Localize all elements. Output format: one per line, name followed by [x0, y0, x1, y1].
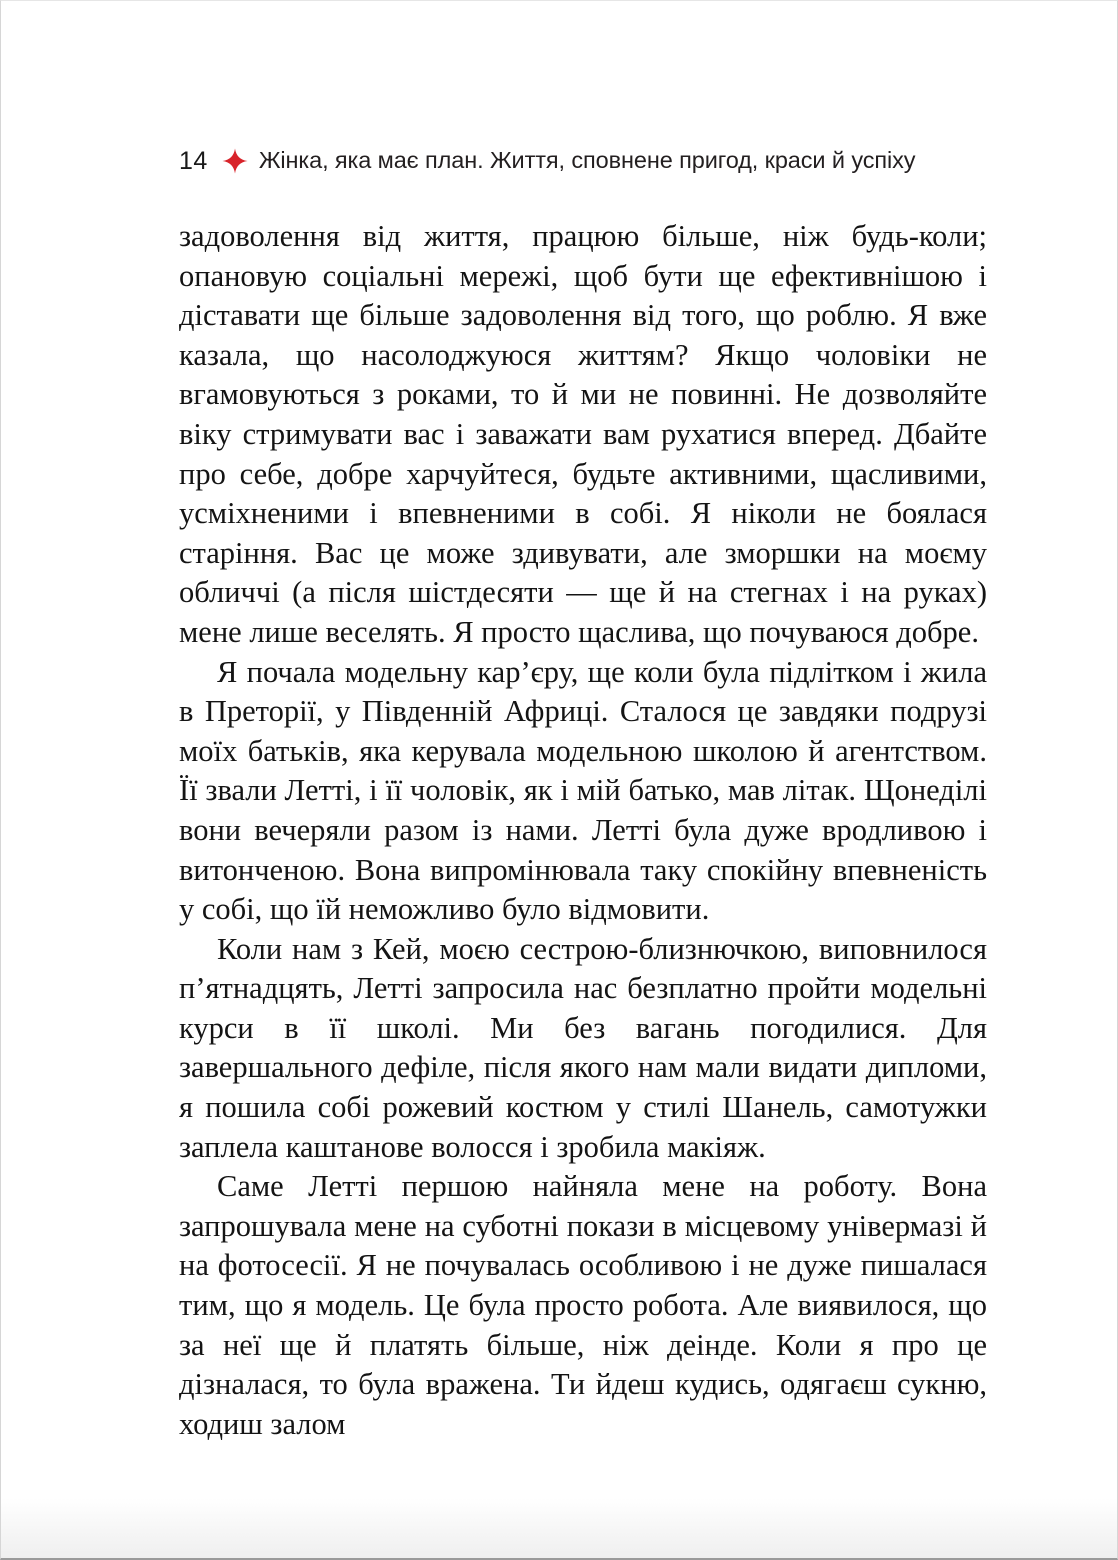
four-pointed-star-icon [222, 148, 248, 174]
page-number: 14 [179, 146, 208, 175]
page-bottom-shade [1, 1498, 1117, 1558]
paragraph: Я почала модельну кар’єру, ще коли була підлітком і жила в Преторії, у Південній Африці. Сталося це завдяки подрузі моїх батьків, яка керувала модельною школою й агентством. Її звали Летті, і її чоловік, як і мій батько, мав літак. Щонеділі вони вечеряли разом із нами. Летті була дуже вродливою і витонченою. Вона випромінювала таку спокійну впевненість у собі, що їй неможливо було відмовити. [179, 654, 987, 927]
body-text-block [179, 217, 987, 1444]
running-head-title: Жінка, яка має план. Життя, сповнене пригод, краси й успіху [258, 147, 916, 174]
paragraph: Коли нам з Кей, моєю сестрою-близнючкою, виповнилося п’ятнадцять, Летті запросила нас безплатно пройти модельні курси в її школі. Ми без вагань погодилися. Для завершального дефіле, після якого нам мали видати дипломи, я пошила собі рожевий костюм у стилі Шанель, самотужки заплела каштанове волосся і зробила макіяж. [179, 931, 987, 1164]
paragraph: задоволення від життя, працюю більше, ніж будь-коли; опановую соціальні мережі, щоб бути ще ефективнішою і діставати ще більше задоволення від того, що роблю. Я вже казала, що насолоджуюся життям? Якщо чоловіки не вгамовуються з роками, то й ми не повинні. Не дозволяйте віку стримувати вас і заважати вам рухатися вперед. Дбайте про себе, добре харчуйтеся, будьте активними, щасливими, усміхненими і впевненими в собі. Я ніколи не боялася старіння. Вас це може здивувати, але зморшки на моєму обличчі (а після шістдесяти — ще й на стегнах і на руках) мене лише веселять. Я просто щаслива, що почуваюся добре. [179, 219, 987, 649]
paragraph: Саме Летті першою найняла мене на роботу. Вона запрошувала мене на суботні покази в місцевому універмазі й на фотосесії. Я не почувалась особливою і не дуже пишалася тим, що я модель. Це була просто робота. Але виявилося, що за неї ще й платять більше, ніж деінде. Коли я про це дізналася, то була вражена. Ти йдеш кудись, одягаєш сукню, ходиш залом [179, 1169, 987, 1441]
running-head [179, 148, 915, 174]
